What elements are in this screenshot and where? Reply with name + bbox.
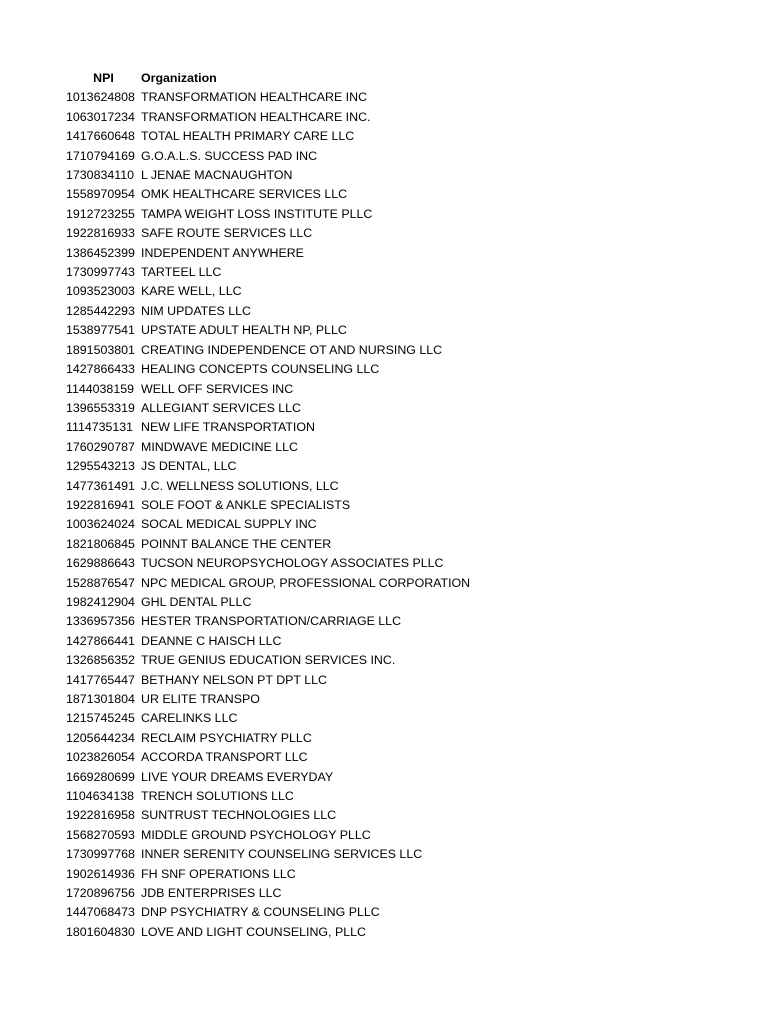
table-row [66, 748, 470, 767]
npi-cell: 1922816933 [66, 226, 135, 241]
npi-cell: 1063017234 [66, 109, 135, 124]
npi-cell: 1902614936 [66, 866, 135, 881]
organization-cell: MINDWAVE MEDICINE LLC [141, 439, 298, 454]
organization-cell: RECLAIM PSYCHIATRY PLLC [141, 730, 312, 745]
table-row [66, 224, 470, 243]
npi-cell: 1215745245 [66, 711, 135, 726]
npi-cell: 1730997768 [66, 847, 135, 862]
npi-cell: 1891503801 [66, 342, 135, 357]
table-row [66, 496, 470, 515]
npi-cell: 1104634138 [66, 789, 134, 804]
npi-cell: 1093523003 [66, 284, 135, 299]
organization-cell: UPSTATE ADULT HEALTH NP, PLLC [141, 323, 347, 338]
npi-cell: 1801604830 [66, 924, 135, 939]
table-row [66, 88, 470, 107]
organization-cell: NIM UPDATES LLC [141, 303, 251, 318]
organization-cell: UR ELITE TRANSPO [141, 692, 260, 706]
npi-cell: 1730997743 [66, 265, 135, 280]
organization-cell: TUCSON NEUROPSYCHOLOGY ASSOCIATES PLLC [141, 556, 444, 571]
table-row [66, 166, 470, 185]
table-row [66, 457, 470, 476]
npi-cell: 1427866433 [66, 362, 135, 377]
table-row [66, 535, 470, 554]
table-row [66, 845, 470, 864]
npi-cell: 1013624808 [66, 90, 135, 105]
npi-cell: 1629886643 [66, 556, 135, 571]
organization-cell: SUNTRUST TECHNOLOGIES LLC [141, 808, 337, 823]
npi-cell: 1710794169 [66, 148, 135, 163]
organization-cell: TAMPA WEIGHT LOSS INSTITUTE PLLC [141, 206, 373, 221]
table-row [66, 185, 470, 204]
npi-organization-table [66, 69, 470, 942]
organization-cell: TRANSFORMATION HEALTHCARE INC. [141, 109, 371, 124]
table-row [66, 593, 470, 612]
table-row [66, 418, 470, 437]
table-row [66, 360, 470, 379]
organization-cell: J.C. WELLNESS SOLUTIONS, LLC [141, 478, 339, 493]
table-row [66, 671, 470, 690]
table-row [66, 865, 470, 884]
organization-cell: WELL OFF SERVICES INC [141, 381, 294, 396]
organization-cell: NEW LIFE TRANSPORTATION [141, 420, 315, 435]
organization-cell: SAFE ROUTE SERVICES LLC [141, 226, 313, 241]
npi-cell: 1417660648 [66, 129, 135, 144]
table-row [66, 690, 470, 709]
table-row [66, 108, 470, 127]
table-row [66, 205, 470, 224]
table-row [66, 826, 470, 845]
table-row [66, 399, 470, 418]
npi-cell: 1205644234 [66, 730, 135, 745]
npi-cell: 1922816941 [66, 497, 135, 512]
organization-cell: SOLE FOOT & ANKLE SPECIALISTS [141, 497, 351, 512]
npi-cell: 1669280699 [66, 769, 135, 784]
npi-cell: 1447068473 [66, 905, 135, 920]
npi-cell: 1558970954 [66, 187, 135, 202]
organization-cell: DNP PSYCHIATRY & COUNSELING PLLC [141, 905, 380, 920]
npi-cell: 1285442293 [66, 303, 135, 318]
organization-cell: ALLEGIANT SERVICES LLC [141, 400, 302, 415]
table-row [66, 884, 470, 903]
npi-cell: 1871301804 [66, 692, 135, 706]
table-row [66, 787, 470, 806]
table-row [66, 554, 470, 573]
organization-cell: GHL DENTAL PLLC [141, 594, 252, 609]
organization-cell: INDEPENDENT ANYWHERE [141, 245, 304, 260]
table-row [66, 574, 470, 593]
organization-cell: HESTER TRANSPORTATION/CARRIAGE LLC [141, 614, 402, 629]
npi-cell: 1922816958 [66, 808, 135, 823]
npi-cell: 1417765447 [66, 672, 135, 687]
organization-cell: JDB ENTERPRISES LLC [141, 886, 282, 901]
table-header [66, 69, 470, 88]
npi-cell: 1760290787 [66, 439, 135, 454]
table-row [66, 244, 470, 263]
organization-cell: KARE WELL, LLC [141, 284, 242, 299]
npi-cell: 1477361491 [66, 478, 135, 493]
table-row [66, 709, 470, 728]
table-row [66, 923, 470, 942]
organization-cell: JS DENTAL, LLC [141, 459, 237, 474]
table-row [66, 147, 470, 166]
organization-cell: G.O.A.L.S. SUCCESS PAD INC [141, 148, 318, 163]
npi-cell: 1568270593 [66, 827, 135, 842]
npi-cell: 1144038159 [66, 381, 134, 396]
npi-cell: 1295543213 [66, 459, 135, 474]
table-row [66, 263, 470, 282]
npi-cell: 1528876547 [66, 575, 135, 590]
table-row [66, 321, 470, 340]
table-row [66, 651, 470, 670]
npi-cell: 1396553319 [66, 400, 135, 415]
table-row [66, 729, 470, 748]
npi-cell: 1730834110 [66, 168, 134, 183]
organization-cell: MIDDLE GROUND PSYCHOLOGY PLLC [141, 827, 371, 842]
organization-cell: DEANNE C HAISCH LLC [141, 633, 282, 648]
organization-cell: L JENAE MACNAUGHTON [141, 168, 293, 183]
organization-cell: POINNT BALANCE THE CENTER [141, 536, 332, 551]
organization-cell: TOTAL HEALTH PRIMARY CARE LLC [141, 129, 355, 144]
table-row [66, 768, 470, 787]
table-row [66, 632, 470, 651]
header-row [66, 69, 470, 88]
organization-cell: TARTEEL LLC [141, 265, 222, 280]
organization-cell: LIVE YOUR DREAMS EVERYDAY [141, 769, 334, 784]
table-row [66, 515, 470, 534]
organization-cell: ACCORDA TRANSPORT LLC [141, 750, 308, 765]
table-row [66, 438, 470, 457]
npi-cell: 1336957356 [66, 614, 135, 629]
organization-column-header: Organization [141, 71, 217, 85]
table-body [66, 88, 470, 942]
table-row [66, 341, 470, 360]
npi-cell: 1003624024 [66, 517, 135, 532]
organization-cell: OMK HEALTHCARE SERVICES LLC [141, 187, 348, 202]
organization-cell: LOVE AND LIGHT COUNSELING, PLLC [141, 924, 366, 939]
table-row [66, 903, 470, 922]
npi-cell: 1912723255 [66, 206, 135, 221]
organization-cell: CARELINKS LLC [141, 711, 238, 726]
organization-cell: BETHANY NELSON PT DPT LLC [141, 672, 327, 687]
organization-cell: TRUE GENIUS EDUCATION SERVICES INC. [141, 653, 396, 668]
table-row [66, 302, 470, 321]
organization-cell: HEALING CONCEPTS COUNSELING LLC [141, 362, 380, 377]
table-row [66, 127, 470, 146]
table-row [66, 380, 470, 399]
npi-cell: 1538977541 [66, 323, 135, 338]
table-row [66, 477, 470, 496]
npi-cell: 1982412904 [66, 594, 135, 609]
organization-cell: NPC MEDICAL GROUP, PROFESSIONAL CORPORATION [141, 575, 471, 590]
npi-cell: 1114735131 [66, 420, 134, 435]
npi-cell: 1720896756 [66, 886, 135, 901]
npi-cell: 1386452399 [66, 245, 135, 260]
table-row [66, 282, 470, 301]
organization-cell: FH SNF OPERATIONS LLC [141, 866, 296, 881]
organization-cell: INNER SERENITY COUNSELING SERVICES LLC [141, 847, 423, 862]
organization-cell: CREATING INDEPENDENCE OT AND NURSING LLC [141, 342, 443, 357]
organization-cell: TRANSFORMATION HEALTHCARE INC [141, 90, 368, 105]
table-row [66, 806, 470, 825]
npi-cell: 1023826054 [66, 750, 135, 765]
npi-cell: 1821806845 [66, 536, 135, 551]
npi-column-header: NPI [93, 71, 114, 85]
npi-cell: 1326856352 [66, 653, 135, 668]
organization-cell: TRENCH SOLUTIONS LLC [141, 789, 294, 804]
npi-cell: 1427866441 [66, 633, 135, 648]
organization-cell: SOCAL MEDICAL SUPPLY INC [141, 517, 317, 532]
table-row [66, 612, 470, 631]
